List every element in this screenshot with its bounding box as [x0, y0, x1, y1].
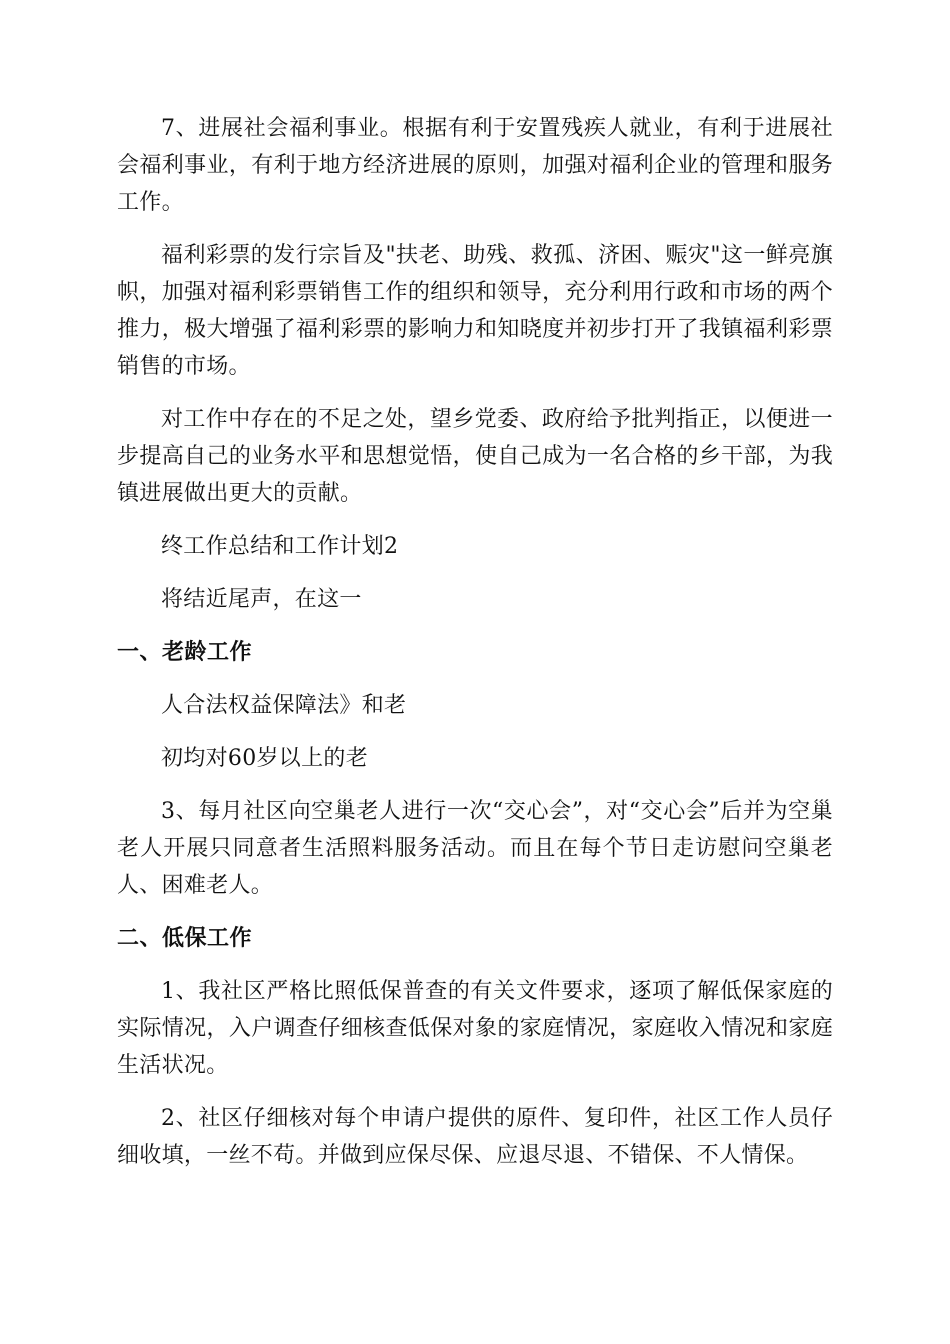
- document-body: [117, 110, 833, 1190]
- paragraph-empty-nest: 3、每月社区向空巢老人进行一次“交心会”，对“交心会”后并为空巢老人开展只同意者生活照料服务活动。而且在每个节日走访慰问空巢老人、困难老人。: [117, 799, 833, 898]
- paragraph-welfare-lottery: 福利彩票的发行宗旨及"扶老、助残、救孤、济困、赈灾"这一鲜亮旗帜，加强对福利彩票销售工作的组织和领导，充分利用行政和市场的两个推力，极大增强了福利彩票的影响力和知晓度并初步打开了我镇福利彩票销售的市场。: [117, 243, 833, 379]
- paragraph-section-title: 终工作总结和工作计划2: [161, 534, 399, 559]
- paragraph-allowance-verification: 2、社区仔细核对每个申请户提供的原件、复印件，社区工作人员仔细收填，一丝不苟。并做到应保尽保、应退尽退、不错保、不人情保。: [117, 1106, 833, 1168]
- paragraph-intro-fragment: 将结近尾声，在这一: [161, 587, 362, 612]
- paragraph-allowance-survey: 1、我社区严格比照低保普查的有关文件要求，逐项了解低保家庭的实际情况，入户调查仔细核查低保对象的家庭情况，家庭收入情况和家庭生活状况。: [117, 979, 833, 1078]
- paragraph-welfare-enterprise: 7、进展社会福利事业。根据有利于安置残疾人就业，有利于进展社会福利事业，有利于地方经济进展的原则，加强对福利企业的管理和服务工作。: [117, 116, 833, 215]
- heading-elderly-work: 一、老龄工作: [117, 640, 253, 665]
- heading-subsistence-allowance: 二、低保工作: [117, 926, 253, 951]
- paragraph-elderly-law-fragment: 人合法权益保障法》和老: [161, 693, 407, 718]
- paragraph-shortcomings: 对工作中存在的不足之处，望乡党委、政府给予批判指正，以便进一步提高自己的业务水平和思想觉悟，使自己成为一名合格的乡干部，为我镇进展做出更大的贡献。: [117, 407, 833, 506]
- paragraph-elderly-age-fragment: 初均对60岁以上的老: [161, 746, 368, 771]
